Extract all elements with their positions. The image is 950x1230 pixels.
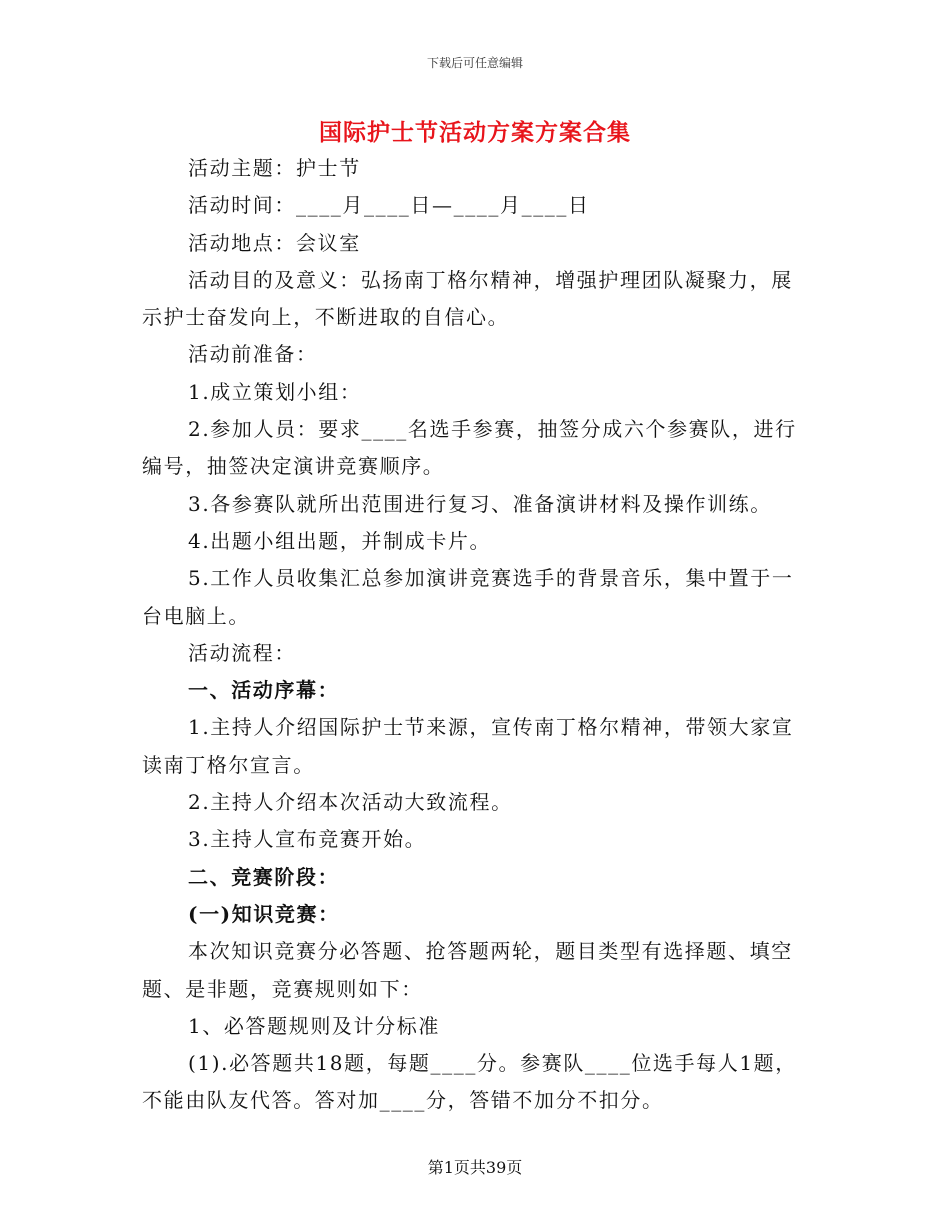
list-item: 4.出题小组出题，并制成卡片。 <box>188 528 492 553</box>
paragraph: (1).必答题共18题，每题____分。参赛队____位选手每人1题，不能由队友代答。答对加____分，答错不加分不扣分。 <box>142 1051 797 1113</box>
subsection-heading: (一)知识竞赛： <box>188 901 340 926</box>
list-item: 3.主持人宣布竞赛开始。 <box>188 827 427 852</box>
paragraph: 活动地点：会议室 <box>188 230 361 255</box>
section-heading: 一、活动序幕： <box>188 678 340 703</box>
list-item: 2.参加人员：要求____名选手参赛，抽签分成六个参赛队，进行编号，抽签决定演讲竞赛顺序。 <box>142 417 797 479</box>
list-item: 1.成立策划小组： <box>188 379 362 404</box>
paragraph: 活动流程： <box>188 640 296 665</box>
document-body <box>142 150 798 1120</box>
list-item: 5.工作人员收集汇总参加演讲竞赛选手的背景音乐，集中置于一台电脑上。 <box>142 566 794 628</box>
paragraph: 1、必答题规则及计分标准 <box>188 1013 440 1038</box>
list-item: 2.主持人介绍本次活动大致流程。 <box>188 790 513 815</box>
paragraph: 活动前准备： <box>188 342 318 367</box>
page-footer: 第1页共39页 <box>427 1158 523 1177</box>
section-heading: 二、竞赛阶段： <box>188 864 340 889</box>
list-item: 3.各参赛队就所出范围进行复习、准备演讲材料及操作训练。 <box>188 491 772 516</box>
paragraph: 活动目的及意义：弘扬南丁格尔精神，增强护理团队凝聚力，展示护士奋发向上，不断进取的自信心。 <box>142 267 793 330</box>
paragraph: 活动主题：护士节 <box>188 156 361 180</box>
page-header-note: 下载后可任意编辑 <box>426 56 523 70</box>
list-item: 1.主持人介绍国际护士节来源，宣传南丁格尔精神，带领大家宣读南丁格尔宣言。 <box>142 715 794 777</box>
paragraph: 本次知识竞赛分必答题、抢答题两轮，题目类型有选择题、填空题、是非题，竞赛规则如下： <box>142 939 793 1001</box>
paragraph: 活动时间：____月____日—____月____日 <box>188 193 590 218</box>
document-title: 国际护士节活动方案方案合集 <box>319 119 631 146</box>
